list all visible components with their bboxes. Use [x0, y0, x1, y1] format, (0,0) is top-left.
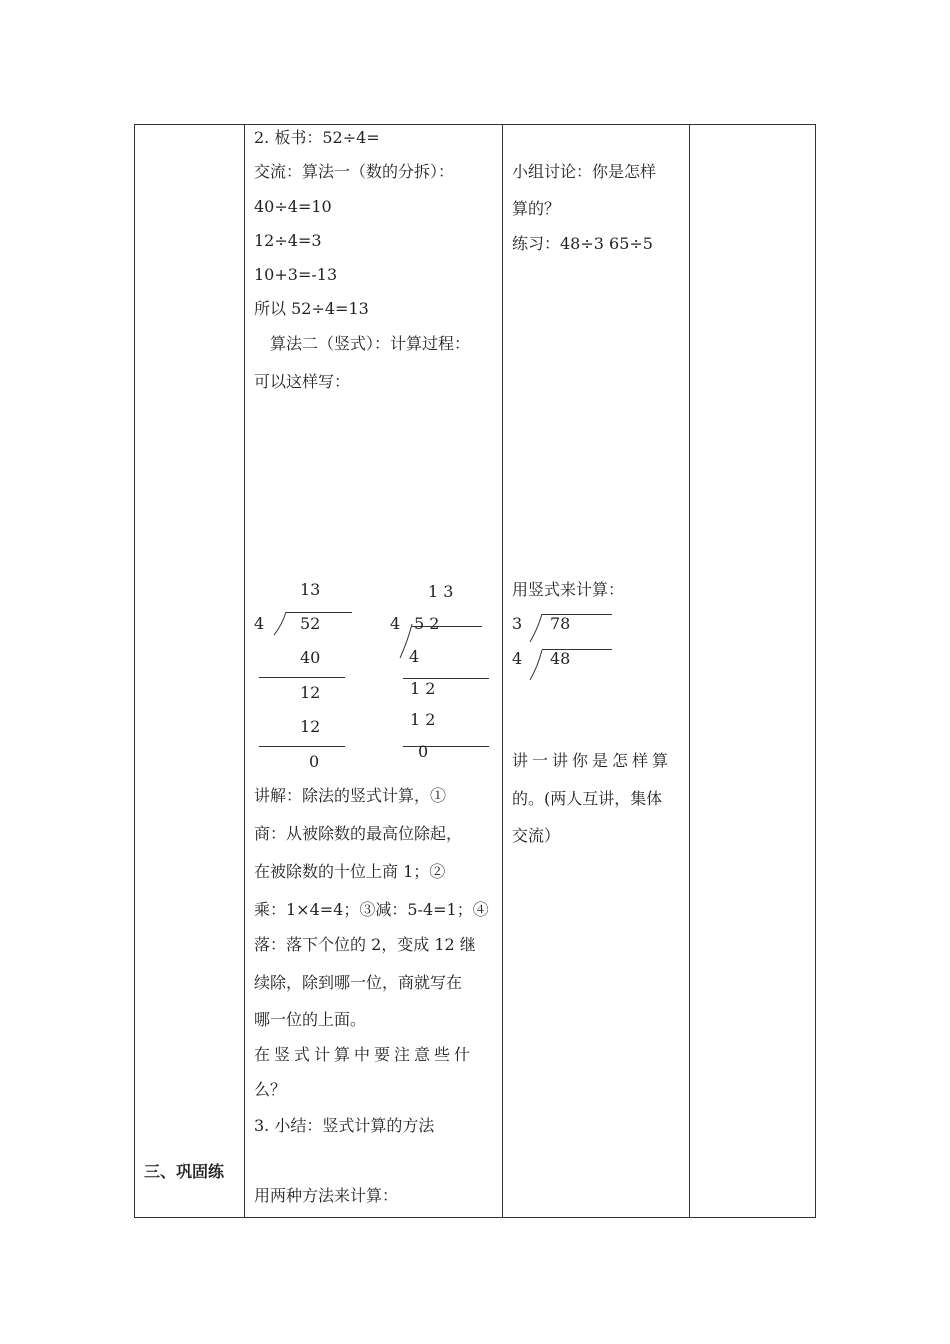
explain-line-1: 讲解：除法的竖式计算，①	[254, 786, 447, 805]
summary-line: 3. 小结：竖式计算的方法	[254, 1116, 435, 1135]
ex1-divisor: 3	[512, 614, 523, 633]
vertical-calc-line: 用竖式来计算：	[512, 580, 625, 599]
step-line-3: 10+3=-13	[254, 265, 338, 284]
ex1-dividend: 78	[550, 614, 571, 633]
discuss-line-2: 算的？	[512, 199, 561, 218]
table-border-top	[134, 124, 816, 125]
table-border-left	[134, 124, 135, 1218]
talk-line-2: 的。(两人互讲，集体	[512, 789, 663, 808]
div1-quotient: 13	[300, 580, 321, 599]
explain-line-6: 续除，除到哪一位，商就写在	[254, 973, 463, 992]
table-border-bottom	[134, 1217, 816, 1218]
div1-divisor: 4	[254, 614, 265, 633]
talk-line-3: 交流）	[512, 826, 561, 845]
table-border-right	[815, 124, 816, 1218]
practice-line: 练习：48÷3 65÷5	[512, 234, 653, 253]
column-divider-2	[502, 124, 503, 1218]
div2-divisor: 4	[390, 614, 401, 633]
div2-product1: 4	[409, 647, 420, 666]
div2-line2	[403, 746, 489, 747]
explain-line-5: 落：落下个位的 2，变成 12 继	[254, 935, 476, 954]
exchange-line: 交流：算法一（数的分拆）：	[254, 162, 455, 181]
div1-line2	[259, 746, 345, 747]
ex2-dividend: 48	[550, 649, 571, 668]
explain-line-4: 乘：1×4=4；③减：5-4=1；④	[254, 900, 489, 919]
method2-line: 算法二（竖式）：计算过程：	[270, 334, 471, 353]
ex2-divisor: 4	[512, 649, 523, 668]
step-line-1: 40÷4=10	[254, 197, 332, 216]
discuss-line-1: 小组讨论：你是怎样	[512, 162, 657, 181]
div2-quotient: 1 3	[428, 582, 454, 601]
div2-remainder2: 0	[418, 742, 429, 761]
two-methods-line: 用两种方法来计算：	[254, 1186, 399, 1205]
talk-line-1: 讲一讲你是怎样算	[512, 751, 673, 770]
div1-line1	[259, 677, 345, 678]
div1-vinculum	[286, 612, 352, 613]
div1-product1: 40	[300, 648, 321, 667]
div1-product2: 12	[300, 717, 321, 736]
div2-remainder1: 1 2	[410, 679, 436, 698]
div1-remainder1: 12	[300, 683, 321, 702]
write-line: 可以这样写：	[254, 372, 351, 391]
blackboard-line: 2. 板书：52÷4=	[254, 128, 380, 147]
div2-dividend: 5 2	[414, 614, 440, 633]
attention-line-1: 在竖式计算中要注意些什	[254, 1045, 475, 1064]
attention-line-2: 么？	[254, 1080, 287, 1099]
div1-remainder2: 0	[309, 752, 320, 771]
explain-line-2: 商：从被除数的最高位除起，	[254, 824, 463, 843]
div1-dividend: 52	[300, 614, 321, 633]
step-line-2: 12÷4=3	[254, 231, 322, 250]
result-line: 所以 52÷4=13	[254, 299, 369, 318]
column-divider-1	[244, 124, 245, 1218]
explain-line-7: 哪一位的上面。	[254, 1010, 367, 1029]
section-label: 三、巩固练	[144, 1162, 225, 1181]
div2-product2: 1 2	[410, 710, 436, 729]
column-divider-3	[689, 124, 690, 1218]
explain-line-3: 在被除数的十位上商 1；②	[254, 862, 446, 881]
